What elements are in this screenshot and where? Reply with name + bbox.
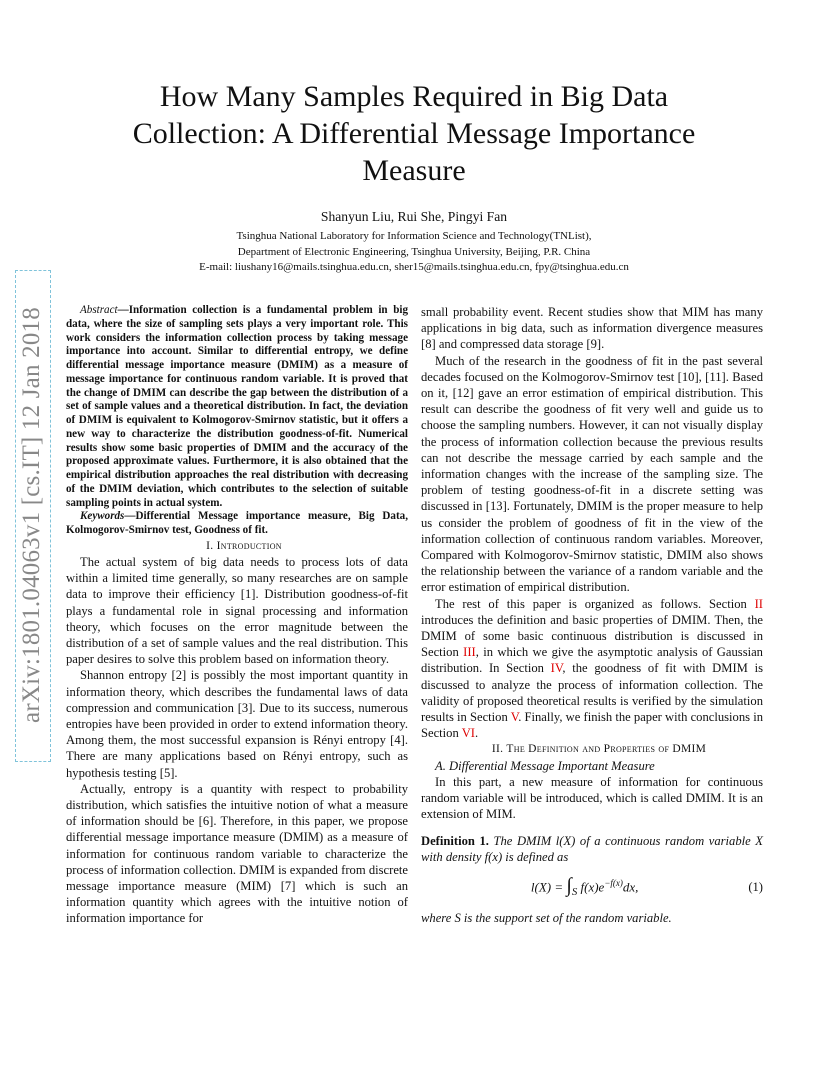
right-column: [421, 304, 763, 926]
intro-paragraph-outline: The rest of this paper is organized as follows. Section II introduces the definition and basic properties of DMIM. Then, the DMIM of some basic continuous distribution is discussed in Section III, in which we give the asymptotic analysis of Gaussian distribution. In Section IV, the goodness of fit with DMIM is discussed to analyze the process of information collection. The validity of proposed theoretical results is verified by the simulation results in Section V. Finally, we finish the paper with conclusions in Section VI.: [421, 596, 763, 741]
equation-1: [421, 875, 763, 900]
intro-paragraph-4: Much of the research in the goodness of fit in the past several decades focused on the Kolmogorov-Smirnov test [10], [11]. Based on it, [12] gave an error estimation of empirical distribution. This result can describe the goodness of fit very well and guide us to choose the sampling numbers. However, it can not visually display the process of information collection because the previous results can not describe the message carried by each sample and the information changes with the increase of the sampling size. The problem of testing goodness-of-fit in a discrete setting was discussed in [13]. Fortunately, DMIM is the proper measure to help us consider the problem of goodness of fit in the view of the information collection of continuous random variables. Moreover, Compared with Kolmogorov-Smirnov statistic, DMIM also shows the relationship between the variance of a random variable and the error estimation of empirical distribution.: [421, 353, 763, 595]
definition-closing: where S is the support set of the random variable.: [421, 911, 672, 926]
section-link-ii[interactable]: II: [754, 596, 763, 611]
title-line-1: How Many Samples Required in Big Data: [159, 80, 669, 113]
section-link-iv[interactable]: IV: [550, 661, 563, 676]
section-link-vi[interactable]: VI: [461, 726, 475, 741]
equation-number: (1): [748, 880, 763, 895]
keywords-text: —Differential Message importance measure, Big Data, Kolmogorov-Smirnov test, Goodness of fit.: [66, 510, 408, 536]
affiliation-line-2: Department of Electronic Engineering, Tsinghua University, Beijing, P.R. China: [237, 245, 591, 258]
intro-paragraph-1: The actual system of big data needs to process lots of data within a limited time generally, so many researches are on sample data to improve their efficiency [1]. Distribution goodness-of-fit plays a fundamental role in signal processing and information theory, which focuses on the error magnitude between the distribution of a set of sample values and the real distribution. This paper desires to solve this problem based on information theory.: [66, 554, 408, 667]
paper-title: [60, 78, 768, 189]
definition-text: The DMIM l(X) of a continuous random variable X with density f(x) is defined as: [421, 833, 764, 864]
section-heading-definition: II. The Definition and Properties of DMIM: [491, 743, 707, 756]
abstract-label: Abstract: [80, 304, 118, 316]
definition-intro-paragraph: In this part, a new measure of information for continuous random variable will be introduced, which is called DMIM. It is an extension of MIM.: [421, 774, 763, 822]
left-column: [66, 304, 408, 927]
abstract: [66, 304, 408, 510]
section-link-v[interactable]: V: [510, 710, 519, 725]
definition-1: [421, 833, 763, 865]
section-heading-introduction: I. Introduction: [206, 539, 282, 552]
intro-paragraph-3: Actually, entropy is a quantity with respect to probability distribution, which satisfies the intuitive notion of what a measure of information should be [6]. Therefore, in this paper, we propose differential message importance measure (DMIM) as a measure of information for continuous random variable to characterize the process of information collection. DMIM is expanded from discrete message importance measure (MIM) [7] which is such an information quantity which agrees with the intuitive notion of information importance for: [66, 781, 408, 926]
intro-paragraph-2: Shannon entropy [2] is possibly the most important quantity in information theory, which describes the fundamental laws of data compression and communication [3]. Due to its success, numerous entropies have been provided in order to extend information theory. Among them, the most successful expansion is Rényi entropy [4]. There are many applications based on Rényi entropy, such as hypothesis testing [5].: [66, 668, 408, 780]
abstract-text: —Information collection is a fundamental problem in big data, where the size of sampling sets plays a very important role. This work considers the information collection process by taking message importance into account. Similar to differential entropy, we define differential message importance measure (DMIM) as a measure of message importance for continuous random variable. It is proved that the change of DMIM can describe the gap between the distribution of a set of sample values and a theoretical distribution. In fact, the deviation of DMIM is equivalent to Kolmogorov-Smirnov statistic, but it offers a new way to characterize the distribution goodness-of-fit. Numerical results show some basic properties of DMIM and the accuracy of the proposed approximate values. Furthermore, it is also obtained that the empirical distribution approaches the real distribution with decreasing of the DMIM deviation, which contributes to the selection of suitable sampling points in actual system.: [66, 304, 408, 509]
author-list: Shanyun Liu, Rui She, Pingyi Fan: [320, 209, 508, 224]
affiliation-block: [60, 229, 768, 276]
keywords: [66, 510, 408, 538]
definition-label: Definition 1.: [421, 833, 489, 848]
equation-formula: $l(X) = \int_S$ $f(x)e^{-f(x)}dx$,: [530, 874, 639, 898]
arxiv-identifier: arXiv:1801.04063v1 [cs.IT] 12 Jan 2018: [18, 307, 45, 723]
title-line-2: Collection: A Differential Message Importance: [132, 117, 696, 150]
keywords-label: Keywords: [80, 510, 125, 523]
section-link-iii[interactable]: III: [463, 645, 476, 660]
intro-paragraph-3-cont: small probability event. Recent studies show that MIM has many applications in big data, such as information divergence measures [8] and compressed data storage [9].: [421, 305, 763, 352]
email-line: E-mail: liushany16@mails.tsinghua.edu.cn, sher15@mails.tsinghua.edu.cn, fpy@tsinghua.edu.cn: [199, 261, 629, 273]
title-line-3: Measure: [362, 154, 466, 187]
subsection-heading: A. Differential Message Important Measure: [435, 758, 655, 773]
affiliation-line-1: Tsinghua National Laboratory for Information Science and Technology(TNList),: [236, 230, 592, 242]
